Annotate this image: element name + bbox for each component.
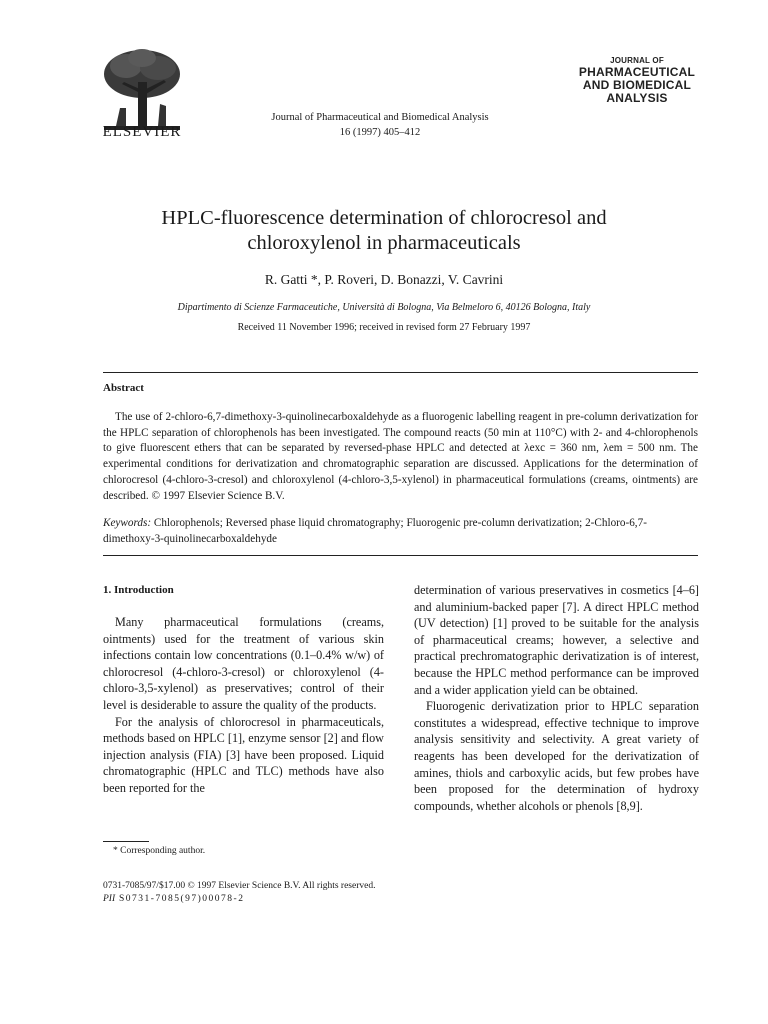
abstract-part-2: . The experimental conditions for derivatization and chromatographic separation are discussed. Applications for the determination of chlorocresol (4-chloro-3-cresol) and chloroxylenol (4-chloro-3,5-xylenol) in pharmaceutical formulations (creams, ointments) are described. © 1997 Elsevier Science B.V. bbox=[103, 442, 698, 502]
section-heading: 1. Introduction bbox=[103, 584, 174, 596]
keywords-label: Keywords: bbox=[103, 517, 152, 529]
received-dates: Received 11 November 1996; received in revised form 27 February 1997 bbox=[237, 322, 531, 333]
journal-citation bbox=[240, 110, 520, 140]
abstract-text bbox=[103, 410, 698, 504]
journal-logo-line-1: JOURNAL OF bbox=[610, 56, 664, 65]
pii-line bbox=[103, 894, 244, 904]
left-column bbox=[103, 614, 384, 797]
pii-value: S0731-7085(97)00078-2 bbox=[115, 894, 245, 904]
journal-logo-line-3: AND BIOMEDICAL bbox=[582, 78, 692, 92]
footnote-rule bbox=[103, 841, 149, 842]
paragraph: Many pharmaceutical formulations (creams, ointments) used for the treatment of various skin infections contain low concentrations (0.1–0.4% w/w) of chlorocresol (4-chloro-3-cresol) or chloroxylenol (4-chloro-3,5-xylenol) as preservatives; control of their level is desiderable to assure the quality of the products. bbox=[103, 615, 384, 712]
title-line-1: HPLC-fluorescence determination of chlorocresol and bbox=[161, 207, 607, 229]
divider-bottom bbox=[103, 555, 698, 556]
paragraph: For the analysis of chlorocresol in pharmaceuticals, methods based on HPLC [1], enzyme sensor [2] and flow injection analysis (FIA) [3] have been proposed. Liquid chromatographic (HPLC and TLC) methods have also been reported for the bbox=[103, 714, 384, 795]
footnote: * Corresponding author. bbox=[113, 846, 206, 856]
journal-logo bbox=[578, 56, 696, 105]
paragraph: determination of various preservatives in cosmetics [4–6] and aluminium-backed paper [7]. A direct HPLC method (UV detection) [1] proved to be suitable for the analysis of pharmaceutical creams; however, a selective and practical prechromatographic derivatization is of interest, because the HPLC method performance can be improved and a wider application yield can be obtained. bbox=[414, 583, 699, 697]
right-column bbox=[414, 582, 699, 814]
abstract-part-1: The use of 2-chloro-6,7-dimethoxy-3-quinolinecarboxaldehyde as a fluorogenic labelling reagent in pre-column derivatization for the HPLC separation of chlorophenols has been investigated. The compound reacts (50 min at 110°C) with 2- and 4-chlorophenols to give fluorescent ethers that can be separated by reversed-phase HPLC and detected at bbox=[103, 411, 698, 455]
affiliation: Dipartimento di Scienze Farmaceutiche, Università di Bologna, Via Belmeloro 6, 40126 Bologna, Italy bbox=[177, 302, 591, 313]
paragraph: Fluorogenic derivatization prior to HPLC separation constitutes a widespread, effective technique to improve analysis sensitivity and selectivity. A great variety of reagents has been developed for the derivatization of amines, thiols and carboxylic acids, but few probes have been proposed for the determination of hydroxy compounds, whether alcohols or phenols [8,9]. bbox=[414, 699, 699, 813]
journal-logo-line-2: PHARMACEUTICAL bbox=[578, 65, 696, 79]
title-line-2: chloroxylenol in pharmaceuticals bbox=[247, 232, 521, 254]
keywords bbox=[103, 516, 698, 547]
journal-volume: 16 (1997) 405–412 bbox=[339, 127, 421, 138]
abstract-heading: Abstract bbox=[103, 382, 144, 394]
pii-label: PII bbox=[103, 894, 116, 904]
lambda-em: λem = 500 nm bbox=[603, 442, 674, 455]
divider-top bbox=[103, 372, 698, 373]
article-title bbox=[100, 206, 668, 256]
journal-logo-line-4: ANALYSIS bbox=[606, 91, 668, 105]
keywords-list: Chlorophenols; Reversed phase liquid chromatography; Fluorogenic pre-column derivatization; 2-Chloro-6,7-dimethoxy-3-quinolinecarboxaldehyde bbox=[103, 517, 647, 545]
journal-name: Journal of Pharmaceutical and Biomedical Analysis bbox=[271, 112, 489, 123]
copyright-line: 0731-7085/97/$17.00 © 1997 Elsevier Science B.V. All rights reserved. bbox=[103, 881, 376, 891]
lambda-exc: λexc = 360 nm, bbox=[524, 442, 604, 455]
publisher-name: ELSEVIER bbox=[102, 124, 182, 140]
author-list: R. Gatti *, P. Roveri, D. Bonazzi, V. Cavrini bbox=[264, 272, 504, 287]
